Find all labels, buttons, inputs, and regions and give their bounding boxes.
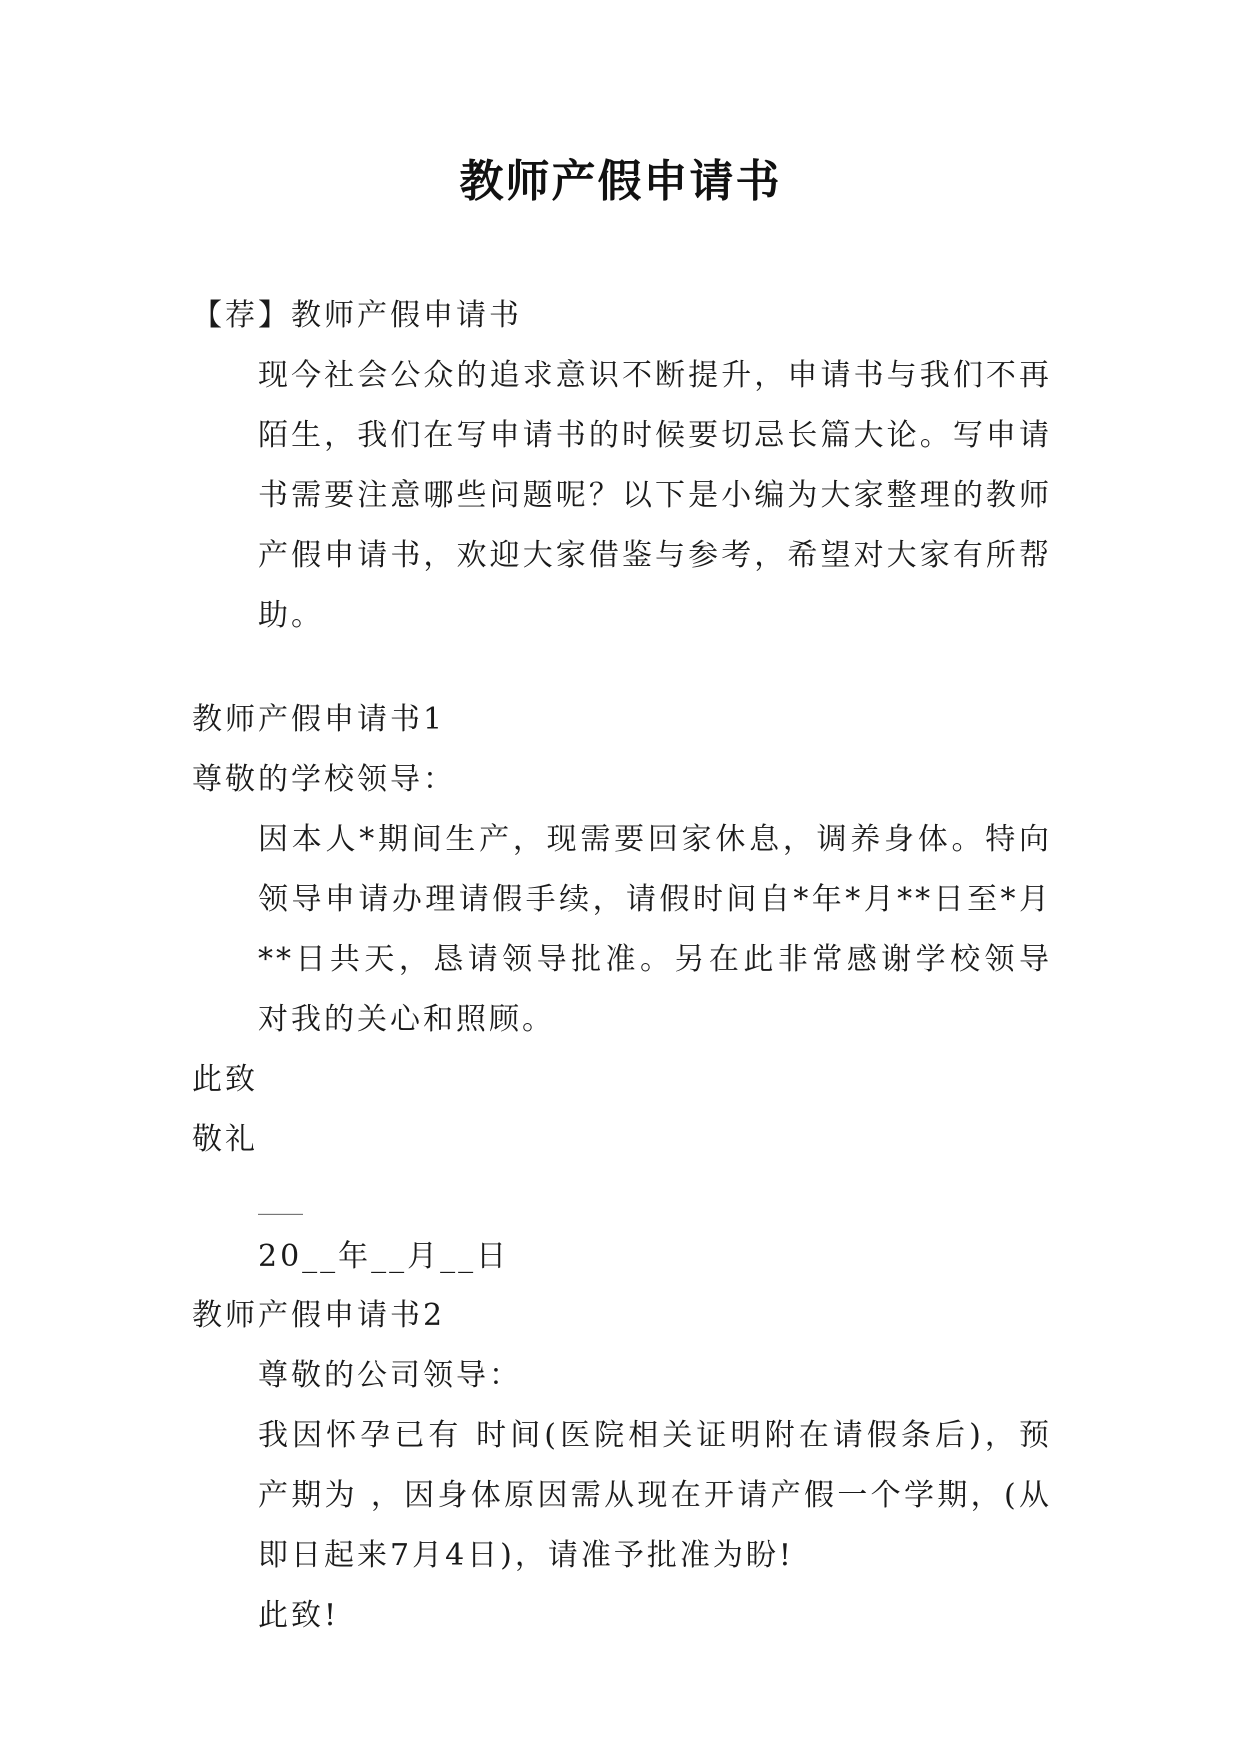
letter2-closing-1: 此致! [258, 1598, 340, 1633]
letter1-date: 20__年__月__日 [258, 1239, 510, 1274]
letter1-closing-1: 此致 [192, 1062, 258, 1097]
document-title: 教师产假申请书 [459, 156, 782, 207]
letter2-heading: 教师产假申请书2 [192, 1298, 446, 1333]
letter2-salutation: 尊敬的公司领导： [258, 1358, 522, 1393]
letter1-heading: 教师产假申请书1 [192, 702, 446, 737]
letter2-body: 我因怀孕已有 时间(医院相关证明附在请假条后)，预产期为 ，因身体原因需从现在开请产假一个学期，(从即日起来7月4日)，请准予批准为盼! [258, 1418, 1052, 1573]
letter1-salutation: 尊敬的学校领导： [192, 762, 456, 797]
letter1-body: 因本人*期间生产，现需要回家休息，调养身体。特向领导申请办理请假手续，请假时间自*年*月**日至*月**日共天，恳请领导批准。另在此非常感谢学校领导对我的关心和照顾。 [258, 822, 1052, 1037]
letter1-closing-2: 敬礼 [192, 1122, 258, 1157]
letter1-signature-blank: ___ [258, 1181, 303, 1216]
document-body [192, 286, 1052, 1646]
intro-paragraph: 现今社会公众的追求意识不断提升，申请书与我们不再陌生，我们在写申请书的时候要切忌长篇大论。写申请书需要注意哪些问题呢？以下是小编为大家整理的教师产假申请书，欢迎大家借鉴与参考，希望对大家有所帮助。 [258, 358, 1052, 633]
intro-heading: 【荐】教师产假申请书 [192, 298, 522, 333]
